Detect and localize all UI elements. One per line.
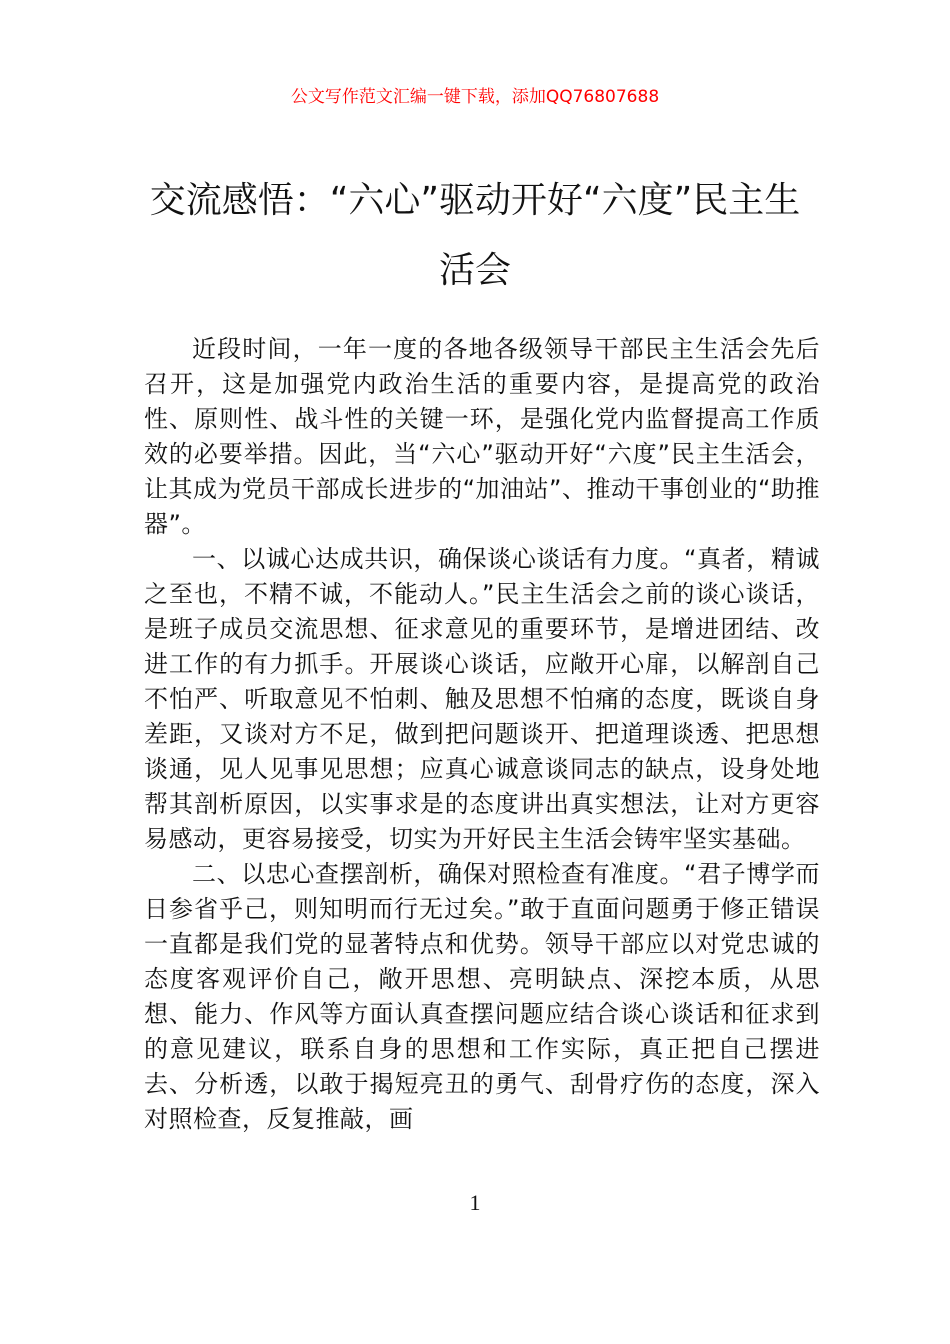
download-note: 公文写作范文汇编一键下载，添加QQ76807688 <box>290 87 660 107</box>
page-number: 1 <box>469 1190 481 1215</box>
document-title: 交流感悟：“六心”驱动开好“六度”民主生活会 <box>149 180 801 291</box>
document-body <box>144 332 820 1137</box>
paragraph-section-one: 一、以诚心达成共识，确保谈心谈话有力度。“真者，精诚之至也，不精不诚，不能动人。”民主生活会之前的谈心谈话，是班子成员交流思想、征求意见的重要环节，是增进团结、改进工作的有力抓手。开展谈心谈话，应敞开心扉，以解剖自己不怕严、听取意见不怕刺、触及思想不怕痛的态度，既谈自身差距，又谈对方不足，做到把问题谈开、把道理谈透、把思想谈通，见人见事见思想；应真心诚意谈同志的缺点，设身处地帮其剖析原因，以实事求是的态度讲出真实想法，让对方更容易感动，更容易接受，切实为开好民主生活会铸牢坚实基础。 <box>144 545 820 853</box>
paragraph-intro: 近段时间，一年一度的各地各级领导干部民主生活会先后召开，这是加强党内政治生活的重要内容，是提高党的政治性、原则性、战斗性的关键一环，是强化党内监督提高工作质效的必要举措。因此，当“六心”驱动开好“六度”民主生活会，让其成为党员干部成长进步的“加油站”、推动干事创业的“助推器”。 <box>144 335 820 538</box>
paragraph-section-two: 二、以忠心查摆剖析，确保对照检查有准度。“君子博学而日参省乎己，则知明而行无过矣。”敢于直面问题勇于修正错误一直都是我们党的显著特点和优势。领导干部应以对党忠诚的态度客观评价自己，敞开思想、亮明缺点、深挖本质，从思想、能力、作风等方面认真查摆问题应结合谈心谈话和征求到的意见建议，联系自身的思想和工作实际，真正把自己摆进去、分析透，以敢于揭短亮丑的勇气、刮骨疗伤的态度，深入对照检查，反复推敲，画 <box>144 860 820 1133</box>
